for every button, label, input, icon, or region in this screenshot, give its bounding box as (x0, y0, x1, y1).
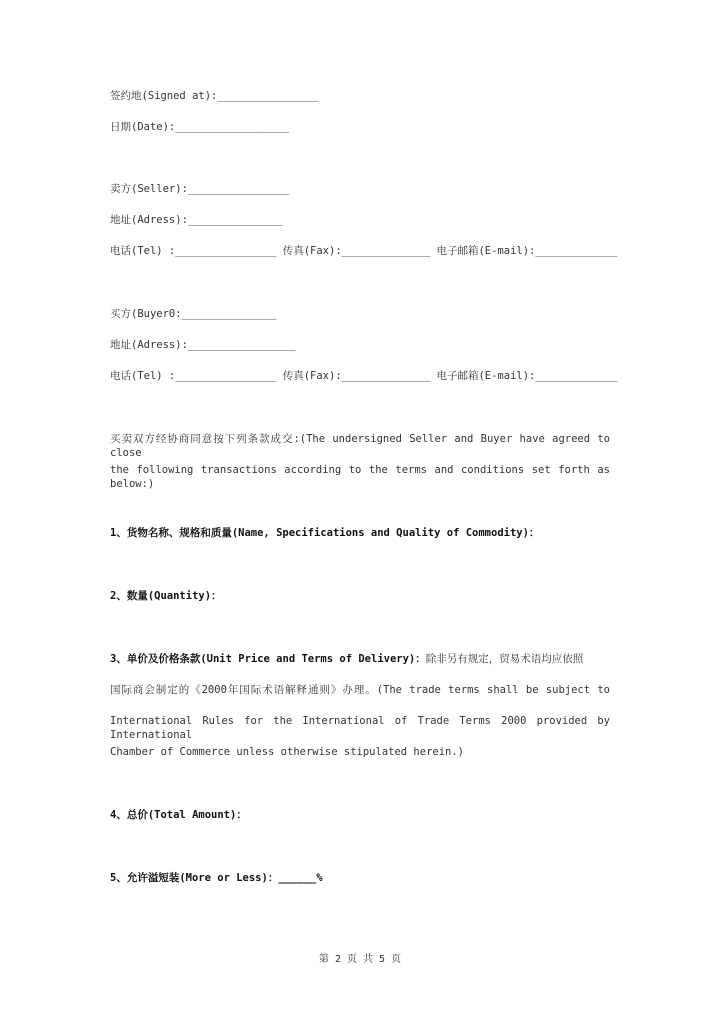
clause-1-heading: 1、货物名称、规格和质量(Name, Specifications and Quality of Commodity)： (110, 527, 540, 539)
signed-at-field: 签约地(Signed at):________________ (110, 90, 319, 102)
seller-contact-fields: 电话(Tel) :________________ 传真(Fax):______________ 电子邮箱(E-mail):_____________ (110, 245, 618, 257)
seller-name-field: 卖方(Seller):________________ (110, 183, 290, 195)
seller-address-field: 地址(Adress):_______________ (110, 214, 283, 226)
clause-3-text: 除非另有规定，贸易术语均应依照 (425, 653, 584, 665)
page-number: 第 2 页 共 5 页 (318, 954, 402, 965)
clause-3-line-3: International Rules for the International of Trade Terms 2000 provided by International (110, 715, 610, 741)
clause-2-heading: 2、数量(Quantity)： (110, 590, 222, 602)
buyer-address-field: 地址(Adress):_________________ (110, 339, 296, 351)
clause-4-heading: 4、总价(Total Amount)： (110, 809, 247, 821)
clause-3-line-1 (110, 652, 583, 666)
date-field: 日期(Date):__________________ (110, 121, 290, 133)
clause-3-heading: 3、单价及价格条款(Unit Price and Terms of Delivery)： (110, 653, 426, 665)
clause-3-line-2: 国际商会制定的《2000年国际术语解释通则》办理。(The trade terms shall be subject to (110, 684, 610, 696)
intro-line-1: 买卖双方经协商同意按下列条款成交:(The undersigned Seller and Buyer have agreed to close (110, 433, 610, 459)
intro-line-2: the following transactions according to the terms and conditions set forth as below:) (110, 464, 610, 490)
buyer-contact-fields: 电话(Tel) :________________ 传真(Fax):______________ 电子邮箱(E-mail):_____________ (110, 370, 618, 382)
clause-5-heading: 5、允许溢短装(More or Less)：______% (110, 872, 323, 884)
clause-3-line-4: Chamber of Commerce unless otherwise stipulated herein.) (110, 746, 465, 758)
buyer-name-field: 买方(Buyer0:_______________ (110, 308, 277, 320)
